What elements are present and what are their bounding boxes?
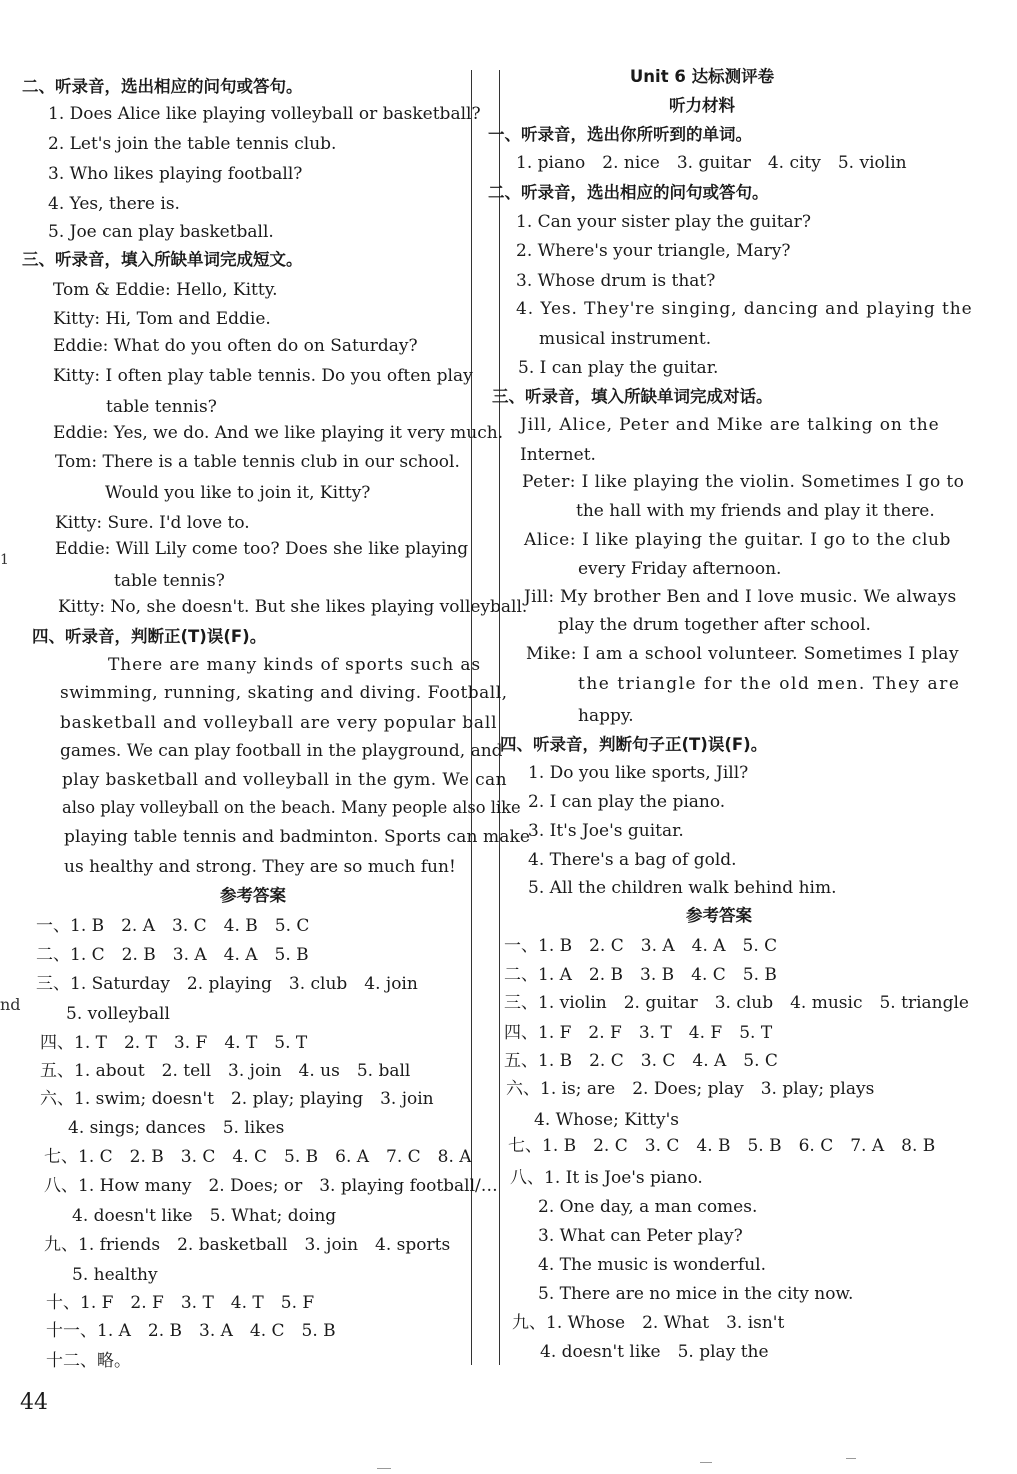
list-item: 4. Yes. They're singing, dancing and playing the xyxy=(516,299,973,319)
answer-line: 5. There are no mice in the city now. xyxy=(538,1284,854,1304)
answer-line: 二、1. C 2. B 3. A 4. A 5. B xyxy=(36,945,309,965)
dialogue-line: Jill, Alice, Peter and Mike are talking on the xyxy=(520,415,940,435)
dialogue-line: Eddie: Will Lily come too? Does she like playing xyxy=(55,539,469,559)
dialogue-line: Would you like to join it, Kitty? xyxy=(105,483,371,503)
scan-mark xyxy=(377,1468,391,1469)
list-item: 5. Joe can play basketball. xyxy=(48,222,274,242)
dialogue-line: Eddie: What do you often do on Saturday? xyxy=(53,336,418,356)
answer-line: 一、1. B 2. C 3. A 4. A 5. C xyxy=(504,936,778,956)
dialogue-line: the triangle for the old men. They are xyxy=(578,674,961,694)
answer-line: 八、1. How many 2. Does; or 3. playing football/… xyxy=(44,1176,498,1196)
answer-line: 4. sings; dances 5. likes xyxy=(68,1118,285,1138)
answer-line: 七、1. B 2. C 3. C 4. B 5. B 6. C 7. A 8. B xyxy=(508,1136,936,1156)
passage-line: There are many kinds of sports such as xyxy=(108,655,482,675)
dialogue-line: Kitty: Sure. I'd love to. xyxy=(55,513,250,533)
dialogue-line: Tom: There is a table tennis club in our school. xyxy=(55,452,460,472)
answer-line: 5. volleyball xyxy=(66,1004,170,1024)
section-title: 一、听录音，选出你所听到的单词。 xyxy=(488,125,752,144)
list-item: 3. Who likes playing football? xyxy=(48,164,303,184)
section-title: 二、听录音，选出相应的问句或答句。 xyxy=(22,77,303,96)
list-item: 5. All the children walk behind him. xyxy=(528,878,837,898)
dialogue-line: table tennis? xyxy=(114,571,225,591)
answer-line: 五、1. B 2. C 3. C 4. A 5. C xyxy=(504,1051,778,1071)
list-item: 3. Whose drum is that? xyxy=(516,271,716,291)
dialogue-line: play the drum together after school. xyxy=(558,615,871,635)
dialogue-line: Eddie: Yes, we do. And we like playing it very much. xyxy=(53,423,504,443)
dialogue-line: Tom & Eddie: Hello, Kitty. xyxy=(53,280,278,300)
answer-line: 六、1. swim; doesn't 2. play; playing 3. join xyxy=(40,1089,434,1109)
passage-line: playing table tennis and badminton. Sports can make xyxy=(64,827,531,847)
answer-line: 十二、略。 xyxy=(46,1351,131,1371)
answer-line: 四、1. T 2. T 3. F 4. T 5. T xyxy=(40,1033,308,1053)
list-item: 4. There's a bag of gold. xyxy=(528,850,737,870)
margin-note-2: nd xyxy=(0,995,21,1014)
column-divider-right xyxy=(499,70,500,1365)
section-title: 二、听录音，选出相应的问句或答句。 xyxy=(488,183,769,202)
dialogue-line: Jill: My brother Ben and I love music. We always xyxy=(524,587,957,607)
dialogue-line: the hall with my friends and play it there. xyxy=(576,501,935,521)
list-item: 3. It's Joe's guitar. xyxy=(528,821,684,841)
answer-line: 五、1. about 2. tell 3. join 4. us 5. ball xyxy=(40,1061,411,1081)
dialogue-line: Mike: I am a school volunteer. Sometimes I play xyxy=(526,644,959,664)
passage-line: also play volleyball on the beach. Many people also like xyxy=(62,798,521,817)
dialogue-line: Alice: I like playing the guitar. I go to the club xyxy=(524,530,952,550)
answer-line: 三、1. Saturday 2. playing 3. club 4. join xyxy=(36,974,418,994)
list-item: 1. Can your sister play the guitar? xyxy=(516,212,811,232)
dialogue-line: Internet. xyxy=(520,445,596,465)
dialogue-line: every Friday afternoon. xyxy=(578,559,782,579)
answer-line: 十一、1. A 2. B 3. A 4. C 5. B xyxy=(46,1321,336,1341)
section-title: 三、听录音，填入所缺单词完成对话。 xyxy=(492,387,773,406)
answer-line: 4. doesn't like 5. What; doing xyxy=(72,1206,337,1226)
unit-title: Unit 6 达标测评卷 xyxy=(629,67,775,86)
dialogue-line: Peter: I like playing the violin. Sometimes I go to xyxy=(522,472,965,492)
passage-line: swimming, running, skating and diving. Football, xyxy=(60,683,508,703)
passage-line: play basketball and volleyball in the gym. We can xyxy=(62,770,507,790)
answer-line: 二、1. A 2. B 3. B 4. C 5. B xyxy=(504,965,777,985)
answers-title: 参考答案 xyxy=(220,886,286,905)
answer-line: 三、1. violin 2. guitar 3. club 4. music 5. triangle xyxy=(504,993,969,1013)
answer-line: 八、1. It is Joe's piano. xyxy=(510,1168,703,1188)
section-title: 四、听录音，判断正(T)误(F)。 xyxy=(32,627,267,646)
list-item: 2. Let's join the table tennis club. xyxy=(48,134,337,154)
list-item: 2. I can play the piano. xyxy=(528,792,726,812)
dialogue-line: Kitty: No, she doesn't. But she likes playing volleyball. xyxy=(58,597,528,617)
list-item: 4. Yes, there is. xyxy=(48,194,180,214)
unit-subtitle: 听力材料 xyxy=(669,96,735,115)
dialogue-line: happy. xyxy=(578,706,634,726)
answer-line: 十、1. F 2. F 3. T 4. T 5. F xyxy=(46,1293,315,1313)
list-item: 2. Where's your triangle, Mary? xyxy=(516,241,791,261)
passage-line: games. We can play football in the playground, and xyxy=(60,741,503,761)
answer-line: 四、1. F 2. F 3. T 4. F 5. T xyxy=(504,1023,773,1043)
section-title: 三、听录音，填入所缺单词完成短文。 xyxy=(22,250,303,269)
answer-line: 九、1. friends 2. basketball 3. join 4. sports xyxy=(44,1235,451,1255)
answer-line: 一、1. B 2. A 3. C 4. B 5. C xyxy=(36,916,310,936)
answer-line: 4. The music is wonderful. xyxy=(538,1255,766,1275)
dialogue-line: Kitty: Hi, Tom and Eddie. xyxy=(53,309,271,329)
margin-note-1: 1 xyxy=(0,552,9,568)
answer-line: 4. doesn't like 5. play the xyxy=(540,1342,769,1362)
answer-line: 六、1. is; are 2. Does; play 3. play; plays xyxy=(506,1079,875,1099)
dialogue-line: table tennis? xyxy=(106,397,217,417)
answer-line: 九、1. Whose 2. What 3. isn't xyxy=(512,1313,785,1333)
answer-line: 七、1. C 2. B 3. C 4. C 5. B 6. A 7. C 8. A xyxy=(44,1147,472,1167)
list-item: 5. I can play the guitar. xyxy=(518,358,719,378)
passage-line: basketball and volleyball are very popular ball xyxy=(60,713,498,733)
scan-mark xyxy=(846,1458,856,1459)
answer-line: 2. One day, a man comes. xyxy=(538,1197,758,1217)
answers-title: 参考答案 xyxy=(686,906,752,925)
list-item: musical instrument. xyxy=(539,329,712,349)
passage-line: us healthy and strong. They are so much fun! xyxy=(64,857,456,877)
list-item: 1. Do you like sports, Jill? xyxy=(528,763,749,783)
answer-line: 5. healthy xyxy=(72,1265,158,1285)
answer-line: 4. Whose; Kitty's xyxy=(534,1110,679,1130)
list-item: 1. Does Alice like playing volleyball or basketball? xyxy=(48,104,481,124)
word-list: 1. piano 2. nice 3. guitar 4. city 5. violin xyxy=(516,153,907,173)
answer-line: 3. What can Peter play? xyxy=(538,1226,743,1246)
dialogue-line: Kitty: I often play table tennis. Do you often play xyxy=(53,366,473,386)
section-title: 四、听录音，判断句子正(T)误(F)。 xyxy=(500,735,768,754)
page-number: 44 xyxy=(20,1390,48,1415)
scan-mark xyxy=(700,1462,712,1463)
